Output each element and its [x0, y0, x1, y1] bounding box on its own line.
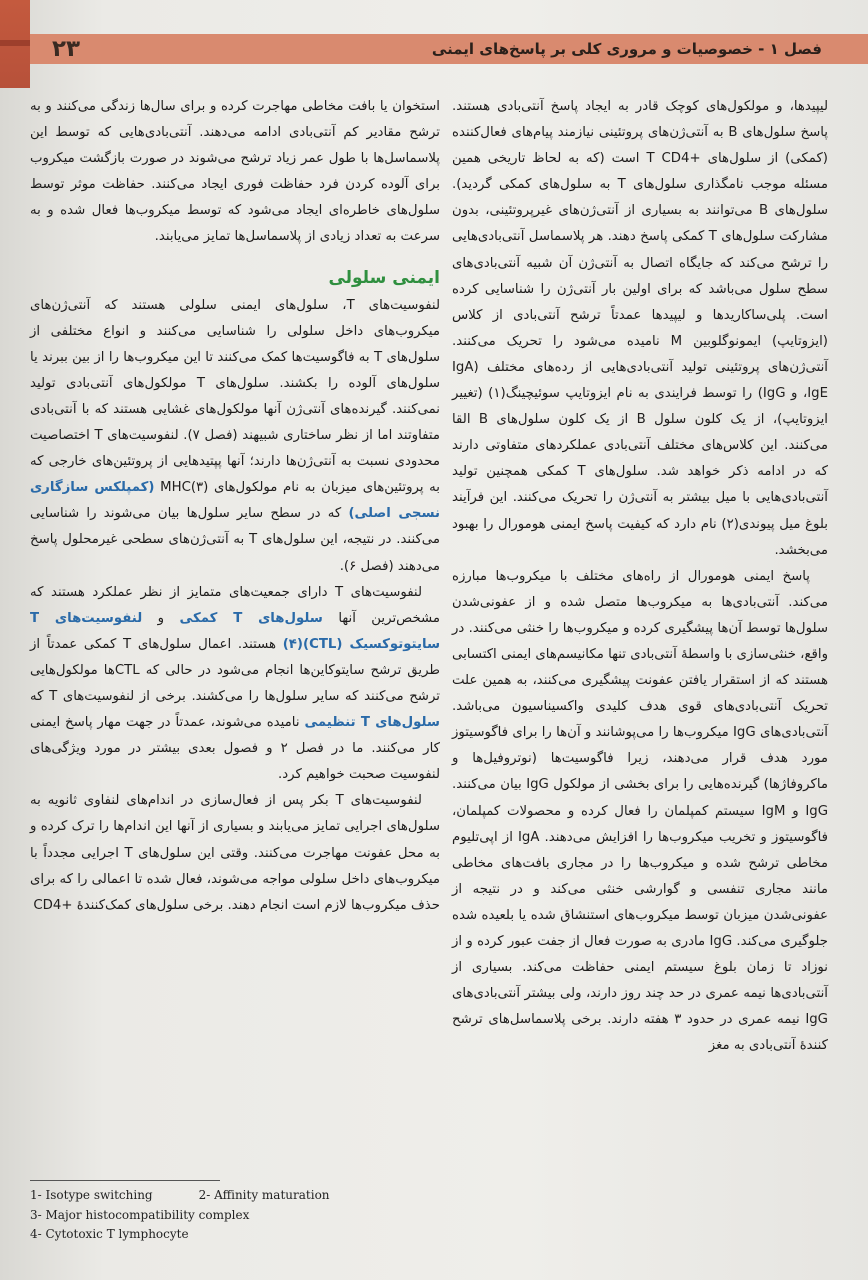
page-number: ۲۳ — [52, 36, 81, 62]
term-helper-t: سلول‌های T کمکی — [179, 610, 323, 626]
chapter-title: فصل ۱ - خصوصیات و مروری کلی بر پاسخ‌های ایمنی — [431, 40, 822, 58]
left-paragraph-3-and: و — [157, 610, 165, 626]
footnote-2: 2- Affinity maturation — [198, 1188, 330, 1202]
right-paragraph-1: لیپیدها، و مولکول‌های کوچک قادر به ایجاد پاسخ آنتی‌بادی هستند. پاسخ سلول‌های B به آنتی‌ژن‌های پروتئینی نیازمند پیام‌های فعال‌کننده (کمکی) از سلول‌های +T CD4 است (که به لحاظ تاریخی همین مسئله موجب نامگذاری سلول‌های T به سلول‌های کمکی گردید). سلول‌های B می‌توانند به بسیاری از آنتی‌ژن‌های غیرپروتئینی، بدون مشارکت سلول‌های T کمکی پاسخ دهند. هر پلاسماسل آنتی‌بادی‌هایی را ترشح می‌کند که جایگاه اتصال به آنتی‌ژن آن شبیه آنتی‌بادی‌های سطح سلول می‌باشد که برای اولین بار آنتی‌ژن را شناسایی کرده است. پلی‌ساکاریدها و لیپیدها عمدتاً ترشح آنتی‌بادی از کلاس (ایزوتایپ) ایمونوگلوبین M نامیده می‌شود را تحریک می‌کنند. آنتی‌ژن‌های پروتئینی تولید آنتی‌بادی‌هایی از رده‌های مختلف (IgA ،IgE و IgG) را توسط فرایندی به نام ایزوتایپ سوئیچینگ(۱) (تغییر ایزوتایپ)، از یک کلون سلول B از یک کلون سلول‌های B القا می‌کنند. این کلاس‌های مختلف آنتی‌بادی عملکردهای متفاوتی دارند که در ادامه ذکر خواهد شد. سلول‌های T کمکی همچنین تولید آنتی‌بادی‌هایی با میل بیشتر به آنتی‌ژن را تحریک می‌کنند. این فرآیند بلوغ میل پیوندی(۲) نام دارد که کیفیت پاسخ ایمنی هومورال را بهبود می‌بخشد. — [452, 99, 829, 558]
footnote-divider — [30, 1180, 220, 1181]
footnote-1: 1- Isotype switching — [30, 1188, 153, 1202]
right-column — [452, 94, 828, 1059]
left-column — [30, 94, 440, 919]
section-title: ایمنی سلولی — [328, 267, 440, 288]
term-mhc: (کمپلکس سازگاری نسجی اصلی) — [30, 480, 440, 522]
left-paragraph-2-text-a: لنفوسیت‌های T، سلول‌های ایمنی سلولی هستند که آنتی‌ژن‌های میکروب‌های داخل سلولی را شناسایی می‌کنند و انواع مختلفی از سلول‌های T به فاگوسیت‌ها کمک می‌کنند تا این میکروب‌ها را از بین ببرند یا سلول‌های آلوده را بکشند. سلول‌های T مولکول‌های آنتی‌بادی تولید نمی‌کنند. گیرنده‌های آنتی‌ژن آنها مولکول‌های غشایی هستند که با آنتی‌بادی متفاوتند اما از نظر ساختاری شبیهند (فصل ۷). لنفوسیت‌های T اختصاصیت محدودی نسبت به آنتی‌ژن‌ها دارند؛ آنها پپتیدهایی از پروتئین‌های خارجی که به پروتئین‌های میزبان به نام مولکول‌های MHC(۳) — [30, 297, 441, 496]
chapter-tab-stripe — [0, 40, 30, 46]
left-paragraph-3 — [30, 580, 440, 789]
left-paragraph-3-text-a: لنفوسیت‌های T دارای جمعیت‌های متمایز از نظر عملکرد هستند که مشخص‌ترین آنها — [30, 584, 441, 626]
term-regulatory-t: سلول‌های T تنظیمی — [304, 715, 440, 731]
left-paragraph-3-text-c: نامیده می‌شوند، عمدتاً در جهت مهار پاسخ ایمنی کار می‌کنند. ما در فصل ۲ و فصول بعدی بیشتر در مورد ویژگی‌های لنفوسیت صحبت خواهیم کرد. — [30, 715, 440, 783]
term-ctl: لنفوسیت‌های T سایتوتوکسیک (CTL)(۴) — [30, 610, 441, 652]
left-paragraph-2-text-b: که در سطح سایر سلول‌ها بیان می‌شوند را شناسایی می‌کنند. در نتیجه، این سلول‌های T به آنتی‌ژن‌های سطحی غیرمحلول پاسخ می‌دهند (فصل ۶). — [30, 506, 440, 574]
footnote-3: 3- Major histocompatibility complex — [30, 1207, 250, 1222]
left-paragraph-3-text-b: هستند. اعمال سلول‌های T کمکی عمدتاً از طریق ترشح سایتوکاین‌ها انجام می‌شود در حالی که CTLها مولکول‌هایی ترشح می‌کنند که سایر سلول‌ها را می‌کشند. برخی از لنفوسیت‌های T که — [30, 636, 440, 704]
footnotes — [30, 1186, 410, 1245]
right-paragraph-2: پاسخ ایمنی هومورال از راه‌های مختلف با میکروب‌ها مبارزه می‌کند. آنتی‌بادی‌ها به میکروب‌ها متصل شده و از عفونی‌شدن سلول‌ها توسط آن‌ها پیشگیری کرده و میکروب‌ها را خنثی می‌کنند. در واقع، خنثی‌سازی با واسطهٔ آنتی‌بادی تنها مکانیسم‌های ایمنی اکتسابی هستند که از استقرار یافتن عفونت پیشگیری می‌کنند، به همین علت تحریک آنتی‌بادی‌های قوی هدف کلیدی واکسیناسیون می‌باشد. آنتی‌بادی‌های IgG میکروب‌ها را می‌پوشانند و آن‌ها را برای فاگوسیتوز مورد هدف قرار می‌دهند، زیرا فاگوسیت‌ها (نوتروفیل‌ها و ماکروفاژها) گیرنده‌هایی را برای بخشی از مولکول IgG بیان می‌کنند. IgG و IgM سیستم کمپلمان را فعال کرده و محصولات کمپلمان، فاگوسیتوز و تخریب میکروب‌ها را افزایش می‌دهند. IgA از اپی‌تلیوم مخاطی ترشح شده و میکروب‌ها را در مجاری بافت‌های مخاطی مانند مجاری تنفسی و گوارشی خنثی می‌کند و در نتیجه از عفونی‌شدن میزبان توسط میکروب‌های استنشاق شده یا بلعیده شده جلوگیری می‌کند. IgG مادری به صورت فعال از جفت عبور کرده و از نوزاد تا زمان بلوغ سیستم ایمنی حفاظت می‌کند. بسیاری از آنتی‌بادی‌ها نیمه عمری در حد چند روز دارند، ولی بیشتر آنتی‌بادی‌های IgG نیمه عمری در حدود ۳ هفته دارند. برخی پلاسماسل‌های ترشح کنندهٔ آنتی‌بادی به مغز — [452, 568, 829, 1054]
footnote-4: 4- Cytotoxic T lymphocyte — [30, 1227, 189, 1241]
left-paragraph-1: استخوان یا بافت مخاطی مهاجرت کرده و برای سال‌ها زندگی می‌کنند و به ترشح مقادیر کم آنتی‌بادی ادامه می‌دهند. آنتی‌بادی‌هایی که توسط این پلاسماسل‌ها با طول عمر زیاد ترشح می‌شوند در صورت بازگشت میکروب برای آلوده کردن فرد حفاظت فوری ایجاد می‌کنند. حفاظت موثر توسط سلول‌های خاطره‌ای ایجاد می‌شود که توسط میکروب‌ها فعال شده و به سرعت به تعداد زیادی از پلاسماسل‌ها تمایز می‌یابند. — [30, 99, 440, 245]
footnote-row-1 — [30, 1186, 410, 1206]
left-paragraph-4: لنفوسیت‌های T بکر پس از فعال‌سازی در اندام‌های لنفاوی ثانویه به سلول‌های اجرایی تمایز می‌یابند و بسیاری از آنها این اندام‌ها را ترک کرده و به محل عفونت مهاجرت می‌کنند. وقتی این سلول‌های T اجرایی مجدداً با میکروب‌های داخل سلولی مواجه می‌شوند، فعال شده تا اعمالی را که برای حذف میکروب‌ها لازم است انجام دهند. برخی سلول‌های کمک‌کنندهٔ +CD4 — [30, 793, 440, 913]
left-paragraph-2 — [30, 293, 440, 580]
